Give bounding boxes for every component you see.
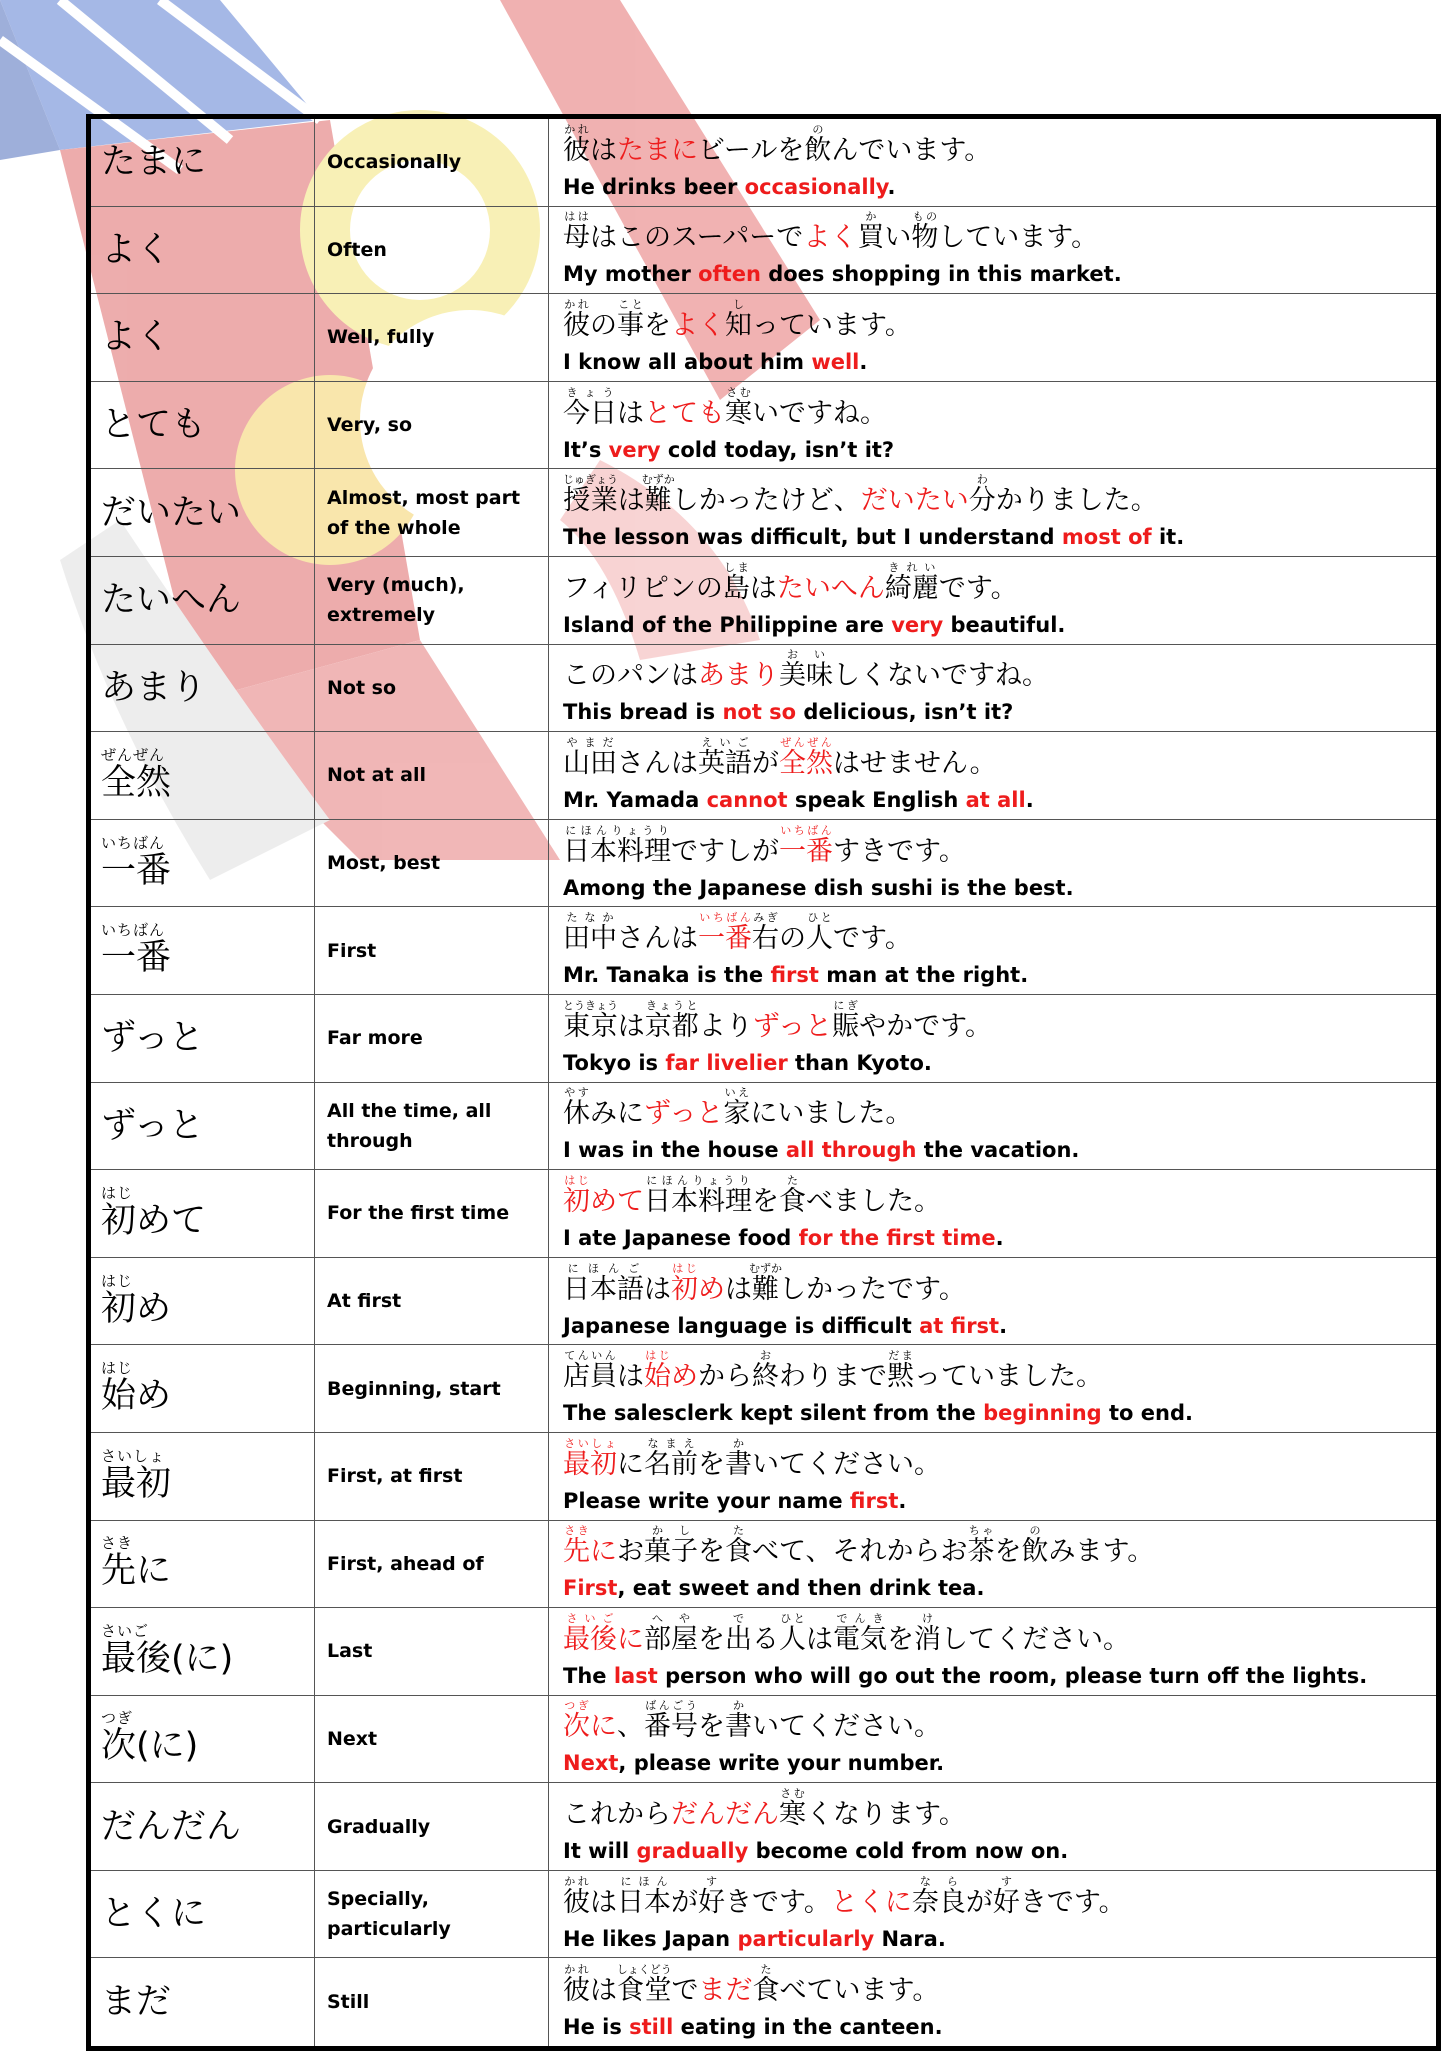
- term: 次(に): [101, 1726, 199, 1767]
- example-japanese: 彼かれは食堂しょくどうでまだ食たべています。: [563, 1962, 940, 2006]
- ruby-word: 右みぎ: [752, 911, 779, 955]
- ruby-word: 綺麗きれい: [884, 560, 939, 604]
- term-cell: [91, 1521, 315, 1608]
- example-cell: [549, 1521, 1436, 1608]
- example-japanese: 母はははこのスーパーでよく買かい物ものしています。: [563, 210, 1099, 254]
- meaning: For the first time: [327, 1202, 510, 1225]
- term: だいたい: [101, 492, 242, 533]
- meaning-cell: [315, 1258, 549, 1345]
- term-cell: [91, 557, 315, 644]
- table-row: [91, 1608, 1436, 1696]
- ruby-word: 好す: [698, 1874, 725, 1918]
- table-row: [91, 820, 1436, 908]
- ruby-word: 飲の: [804, 122, 832, 166]
- table-row: [91, 1958, 1436, 2046]
- term: 最後(に): [101, 1638, 234, 1679]
- ruby-word: 部屋へや: [644, 1611, 698, 1655]
- meaning-cell: [315, 1170, 549, 1257]
- term-cell: [91, 207, 315, 294]
- term-reading: ぜんぜん: [101, 745, 166, 764]
- meaning: First: [327, 939, 377, 962]
- ruby-word: 彼かれ: [563, 1962, 590, 2006]
- term: たまに: [101, 142, 207, 183]
- term-cell: [91, 294, 315, 381]
- meaning-cell: [315, 1783, 549, 1870]
- example-english: Japanese language is difficult at first.: [563, 1313, 1008, 1338]
- term-reading: はじ: [101, 1359, 134, 1378]
- ruby-word: 最初さいしょ: [563, 1436, 617, 1480]
- table-row: [91, 294, 1436, 382]
- ruby-word: 日本料理にほんりょうり: [644, 1173, 752, 1217]
- term-cell: [91, 1258, 315, 1345]
- meaning: Last: [327, 1640, 373, 1663]
- ruby-word: 物もの: [911, 210, 939, 254]
- ruby-word: 京都きょうと: [644, 998, 699, 1042]
- meaning: Most, best: [327, 852, 441, 875]
- example-cell: [549, 645, 1436, 732]
- example-japanese: これからだんだん寒さむくなります。: [563, 1787, 966, 1831]
- meaning-cell: [315, 732, 549, 819]
- table-row: [91, 1696, 1436, 1784]
- example-english: I ate Japanese food for the first time.: [563, 1225, 1004, 1250]
- term-cell: [91, 1170, 315, 1257]
- term: あまり: [101, 667, 207, 708]
- example-japanese: 東京とうきょうは京都きょうとよりずっと賑にぎやかです。: [563, 998, 992, 1042]
- term-cell: [91, 382, 315, 469]
- example-japanese: 日本料理にほんりょうりですしが一番いちばんすきです。: [563, 823, 966, 867]
- table-row: [91, 907, 1436, 995]
- term-cell: [91, 907, 315, 994]
- table-row: [91, 207, 1436, 295]
- meaning-cell: [315, 557, 549, 644]
- example-cell: [549, 207, 1436, 294]
- ruby-word: 日本語にほんご: [563, 1261, 644, 1305]
- meaning: Next: [327, 1727, 378, 1750]
- ruby-word: 日本料理にほんりょうり: [563, 823, 671, 867]
- term: 初め: [101, 1288, 172, 1329]
- ruby-word: 始はじ: [644, 1349, 671, 1393]
- term: とくに: [101, 1894, 207, 1935]
- meaning: Specially, particularly: [327, 1888, 451, 1941]
- table-row: [91, 1345, 1436, 1433]
- table-row: [91, 557, 1436, 645]
- example-cell: [549, 1608, 1436, 1695]
- example-cell: [549, 1170, 1436, 1257]
- example-cell: [549, 1083, 1436, 1170]
- ruby-word: 先さき: [563, 1524, 590, 1568]
- ruby-word: 分わ: [968, 473, 996, 517]
- meaning-cell: [315, 995, 549, 1082]
- term: ずっと: [101, 1018, 204, 1059]
- ruby-word: 田中たなか: [563, 911, 617, 955]
- term: 全然: [101, 762, 172, 803]
- table-row: [91, 119, 1436, 207]
- example-cell: [549, 1783, 1436, 1870]
- term-cell: [91, 469, 315, 556]
- ruby-word: 初はじ: [563, 1173, 590, 1217]
- example-cell: [549, 1696, 1436, 1783]
- example-japanese: 今日きょうはとても寒さむいですね。: [563, 385, 887, 429]
- ruby-word: 消け: [914, 1611, 941, 1655]
- example-english: Among the Japanese dish sushi is the best.: [563, 875, 1074, 900]
- ruby-word: 店員てんいん: [563, 1349, 617, 1393]
- table-row: [91, 1433, 1436, 1521]
- meaning-cell: [315, 645, 549, 732]
- meaning-cell: [315, 1083, 549, 1170]
- ruby-word: 奈良なら: [911, 1874, 966, 1918]
- example-english: Please write your name first.: [563, 1488, 907, 1513]
- term-cell: [91, 1433, 315, 1520]
- table-row: [91, 1871, 1436, 1959]
- ruby-word: 彼かれ: [563, 122, 590, 166]
- term-cell: [91, 820, 315, 907]
- meaning-cell: [315, 1958, 549, 2046]
- term: 一番: [101, 938, 172, 979]
- table-row: [91, 645, 1436, 733]
- term-reading: はじ: [101, 1183, 134, 1202]
- term-reading: さいしょ: [101, 1446, 166, 1465]
- term-cell: [91, 1871, 315, 1958]
- ruby-word: 買か: [857, 210, 885, 254]
- ruby-word: 黙だま: [887, 1349, 914, 1393]
- example-english: I was in the house all through the vacation.: [563, 1138, 1080, 1163]
- ruby-word: 食た: [752, 1962, 780, 2006]
- example-japanese: 田中たなかさんは一番いちばん右みぎの人ひとです。: [563, 911, 912, 955]
- meaning: Not at all: [327, 764, 427, 787]
- ruby-word: 知し: [725, 297, 752, 341]
- table-row: [91, 382, 1436, 470]
- ruby-word: 山田やまだ: [563, 735, 617, 779]
- example-english: It’s very cold today, isn’t it?: [563, 437, 895, 462]
- ruby-word: 電気でんき: [833, 1611, 887, 1655]
- ruby-word: 英語えいご: [698, 735, 752, 779]
- example-cell: [549, 995, 1436, 1082]
- example-english: Island of the Philippine are very beautiful.: [563, 612, 1066, 637]
- meaning: Almost, most part of the whole: [327, 486, 521, 539]
- example-english: My mother often does shopping in this market.: [563, 262, 1122, 287]
- meaning-cell: [315, 469, 549, 556]
- meaning: At first: [327, 1290, 402, 1313]
- ruby-word: 人ひと: [779, 1611, 806, 1655]
- ruby-word: 一番いちばん: [779, 823, 833, 867]
- ruby-word: 次つぎ: [563, 1699, 590, 1743]
- ruby-word: 日本にほん: [617, 1874, 671, 1918]
- term-cell: [91, 1958, 315, 2046]
- ruby-word: 食た: [779, 1173, 806, 1217]
- term-cell: [91, 732, 315, 819]
- vocabulary-table: [86, 114, 1441, 2051]
- term: 先に: [101, 1551, 172, 1592]
- term: ずっと: [101, 1105, 204, 1146]
- meaning: Beginning, start: [327, 1377, 501, 1400]
- ruby-word: 書か: [725, 1436, 752, 1480]
- ruby-word: 全然ぜんぜん: [779, 735, 833, 779]
- ruby-word: 難むずか: [749, 1261, 782, 1305]
- example-english: The last person who will go out the room, please turn off the lights.: [563, 1663, 1368, 1688]
- ruby-word: 飲の: [1021, 1524, 1049, 1568]
- example-japanese: 彼かれはたまにビールを飲のんでいます。: [563, 122, 992, 166]
- example-english: He likes Japan particularly Nara.: [563, 1926, 946, 1951]
- ruby-word: 賑にぎ: [832, 998, 860, 1042]
- ruby-word: 食た: [725, 1524, 752, 1568]
- example-cell: [549, 1345, 1436, 1432]
- term: とても: [101, 405, 207, 446]
- table-row: [91, 995, 1436, 1083]
- term-reading: いちばん: [101, 833, 166, 852]
- term-reading: つぎ: [101, 1709, 134, 1728]
- meaning: Gradually: [327, 1815, 431, 1838]
- term: よく: [101, 317, 172, 358]
- term-cell: [91, 645, 315, 732]
- ruby-word: 好す: [992, 1874, 1020, 1918]
- ruby-word: 最後さいご: [563, 1611, 617, 1655]
- term-cell: [91, 1783, 315, 1870]
- table-row: [91, 732, 1436, 820]
- term: だんだん: [101, 1806, 242, 1847]
- term: 最初: [101, 1463, 172, 1504]
- example-cell: [549, 119, 1436, 206]
- meaning-cell: [315, 207, 549, 294]
- example-cell: [549, 294, 1436, 381]
- example-japanese: 先さきにお菓子かしを食たべて、それからお茶ちゃを飲のみます。: [563, 1524, 1155, 1568]
- meaning-cell: [315, 1608, 549, 1695]
- ruby-word: 授業じゅぎょう: [563, 473, 618, 517]
- ruby-word: 人ひと: [806, 911, 833, 955]
- meaning: Far more: [327, 1027, 423, 1050]
- ruby-word: 終お: [752, 1349, 779, 1393]
- example-english: I know all about him well.: [563, 349, 868, 374]
- term: 一番: [101, 850, 172, 891]
- ruby-word: 美味おい: [779, 648, 833, 692]
- example-japanese: 店員てんいんは始はじめから終おわりまで黙だまっていました。: [563, 1349, 1103, 1393]
- ruby-word: 書か: [725, 1699, 752, 1743]
- example-english: Mr. Yamada cannot speak English at all.: [563, 787, 1034, 812]
- meaning: All the time, all through: [327, 1099, 492, 1152]
- example-english: Mr. Tanaka is the first man at the right.: [563, 963, 1029, 988]
- example-english: This bread is not so delicious, isn’t it?: [563, 700, 1014, 725]
- meaning: Very (much), extremely: [327, 574, 465, 627]
- example-cell: [549, 1258, 1436, 1345]
- meaning: First, at first: [327, 1465, 463, 1488]
- ruby-word: 一番いちばん: [698, 911, 752, 955]
- example-english: The lesson was difficult, but I understand most of it.: [563, 525, 1185, 550]
- meaning: Still: [327, 1991, 370, 2014]
- term: 始め: [101, 1376, 172, 1417]
- table-row: [91, 1521, 1436, 1609]
- table-row: [91, 1083, 1436, 1171]
- example-japanese: フィリピンの島しまはたいへん綺麗きれいです。: [563, 560, 1018, 604]
- ruby-word: 寒さむ: [725, 385, 752, 429]
- ruby-word: 番号ばんごう: [644, 1699, 698, 1743]
- ruby-word: 出で: [725, 1611, 752, 1655]
- example-cell: [549, 1433, 1436, 1520]
- example-japanese: 彼かれの事ことをよく知しっています。: [563, 297, 912, 341]
- meaning-cell: [315, 294, 549, 381]
- table-row: [91, 1258, 1436, 1346]
- meaning-cell: [315, 119, 549, 206]
- meaning: Occasionally: [327, 151, 462, 174]
- meaning: Very, so: [327, 414, 413, 437]
- meaning-cell: [315, 1521, 549, 1608]
- term-reading: さいご: [101, 1621, 150, 1640]
- meaning: First, ahead of: [327, 1552, 484, 1575]
- example-english: The salesclerk kept silent from the beginning to end.: [563, 1401, 1193, 1426]
- term-reading: はじ: [101, 1271, 134, 1290]
- term-cell: [91, 1083, 315, 1170]
- meaning-cell: [315, 1871, 549, 1958]
- ruby-word: 食堂しょくどう: [616, 1962, 672, 2006]
- term-cell: [91, 995, 315, 1082]
- meaning-cell: [315, 1433, 549, 1520]
- example-japanese: 山田やまださんは英語えいごが全然ぜんぜんはせません。: [563, 735, 997, 779]
- example-english: Tokyo is far livelier than Kyoto.: [563, 1050, 932, 1075]
- example-japanese: 休やすみにずっと家いえにいました。: [563, 1086, 913, 1130]
- meaning-cell: [315, 382, 549, 469]
- term: たいへん: [101, 580, 242, 621]
- ruby-word: 彼かれ: [563, 1874, 590, 1918]
- example-english: He is still eating in the canteen.: [563, 2014, 943, 2039]
- ruby-word: 難むずか: [641, 473, 675, 517]
- term-cell: [91, 1608, 315, 1695]
- meaning-cell: [315, 1345, 549, 1432]
- example-japanese: このパンはあまり美味おいしくないですね。: [563, 648, 1049, 692]
- table-row: [91, 1783, 1436, 1871]
- term-reading: さき: [101, 1534, 134, 1553]
- example-japanese: 彼かれは日本にほんが好すきです。とくに奈良ならが好すきです。: [563, 1874, 1126, 1918]
- meaning: Not so: [327, 676, 397, 699]
- example-english: Next, please write your number.: [563, 1751, 945, 1776]
- example-cell: [549, 469, 1436, 556]
- table-row: [91, 1170, 1436, 1258]
- ruby-word: 島しま: [722, 560, 750, 604]
- meaning-cell: [315, 1696, 549, 1783]
- meaning: Often: [327, 238, 387, 261]
- example-japanese: 最初さいしょに名前なまえを書かいてください。: [563, 1436, 941, 1480]
- ruby-word: 彼かれ: [563, 297, 590, 341]
- ruby-word: 菓子かし: [644, 1524, 698, 1568]
- term-cell: [91, 119, 315, 206]
- example-cell: [549, 1958, 1436, 2046]
- ruby-word: 初はじ: [671, 1261, 698, 1305]
- ruby-word: 休やす: [563, 1086, 590, 1130]
- example-japanese: 次つぎに、番号ばんごうを書かいてください。: [563, 1699, 941, 1743]
- example-cell: [549, 820, 1436, 907]
- ruby-word: 家いえ: [723, 1086, 751, 1130]
- term: よく: [101, 229, 172, 270]
- term-reading: いちばん: [101, 921, 166, 940]
- table-row: [91, 469, 1436, 557]
- ruby-word: 今日きょう: [563, 385, 617, 429]
- example-japanese: 初はじめて日本料理にほんりょうりを食たべました。: [563, 1173, 941, 1217]
- term-cell: [91, 1696, 315, 1783]
- meaning-cell: [315, 820, 549, 907]
- example-cell: [549, 557, 1436, 644]
- example-japanese: 日本語にほんごは初はじめは難むずかしかったです。: [563, 1261, 966, 1305]
- example-english: He drinks beer occasionally.: [563, 174, 896, 199]
- ruby-word: 茶ちゃ: [967, 1524, 995, 1568]
- ruby-word: 事こと: [617, 297, 644, 341]
- meaning: Well, fully: [327, 326, 435, 349]
- example-english: It will gradually become cold from now on.: [563, 1839, 1069, 1864]
- ruby-word: 東京とうきょう: [563, 998, 618, 1042]
- term-cell: [91, 1345, 315, 1432]
- term: まだ: [101, 1982, 172, 2023]
- ruby-word: 名前なまえ: [644, 1436, 698, 1480]
- example-cell: [549, 1871, 1436, 1958]
- ruby-word: 寒さむ: [779, 1787, 806, 1831]
- meaning-cell: [315, 907, 549, 994]
- example-cell: [549, 382, 1436, 469]
- example-cell: [549, 907, 1436, 994]
- example-japanese: 最後さいごに部屋へやを出でる人ひとは電気でんきを消けしてください。: [563, 1611, 1130, 1655]
- term: 初めて: [101, 1200, 207, 1241]
- ruby-word: 母はは: [563, 210, 590, 254]
- example-cell: [549, 732, 1436, 819]
- example-english: First, eat sweet and then drink tea.: [563, 1576, 985, 1601]
- example-japanese: 授業じゅぎょうは難むずかしかったけど、だいたい分わかりました。: [563, 473, 1158, 517]
